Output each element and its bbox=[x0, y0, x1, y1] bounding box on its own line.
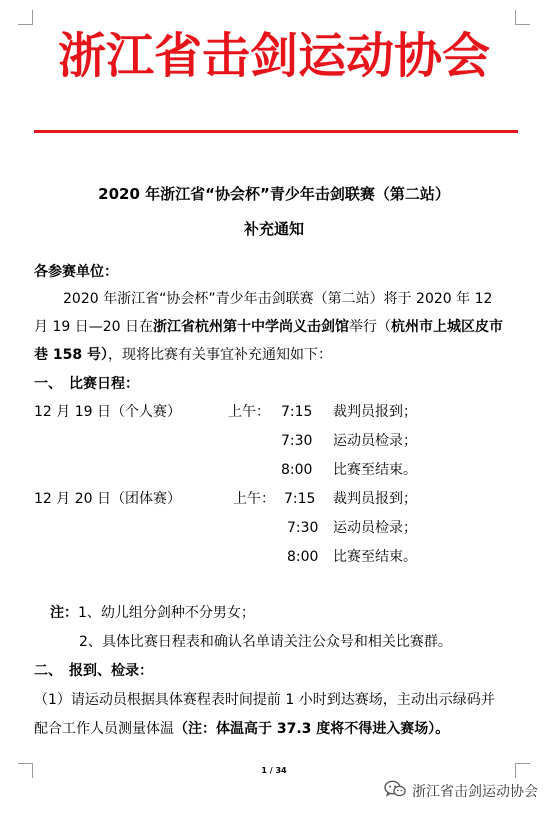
page-number: 1 / 34 bbox=[261, 766, 287, 775]
intro-tail: ，现将比赛有关事宜补充通知如下： bbox=[107, 347, 332, 363]
crop-mark-top-right bbox=[515, 10, 530, 25]
day2-time-2: 7:30 bbox=[287, 520, 319, 536]
intro-venue: 浙江省杭州第十中学尚义击剑馆 bbox=[152, 319, 349, 335]
day1-date: 12 月 19 日（个人赛） bbox=[34, 404, 181, 420]
day1-ampm: 上午： bbox=[228, 404, 270, 420]
day1-time-2: 7:30 bbox=[281, 433, 313, 449]
masthead-title: 浙江省击剑运动协会 bbox=[57, 28, 490, 84]
note-label: 注： bbox=[50, 605, 78, 621]
section-checkin-heading: 二、 报到、检录： bbox=[34, 663, 153, 679]
day1-event-3: 比赛至结束。 bbox=[333, 462, 417, 478]
intro-date: 月 19 日—20 日在 bbox=[34, 319, 153, 335]
checkin-line-1: （1）请运动员根据具体赛程表时间提前 1 小时到达赛场，主动出示绿码并 bbox=[34, 692, 495, 708]
document-title: 2020 年浙江省“协会杯”青少年击剑联赛（第二站） bbox=[98, 185, 450, 203]
day2-date: 12 月 20 日（团体赛） bbox=[34, 491, 181, 507]
day2-time-3: 8:00 bbox=[287, 549, 319, 565]
checkin-line-2 bbox=[34, 719, 449, 739]
intro-address-2: 巷 158 号） bbox=[34, 347, 108, 363]
day1-event-1: 裁判员报到； bbox=[333, 404, 417, 420]
watermark-text: 浙江省击剑运动协会 bbox=[412, 784, 538, 800]
intro-line-1: 2020 年浙江省“协会杯”青少年击剑联赛（第二站）将于 2020 年 12 bbox=[63, 291, 493, 307]
document-subtitle: 补充通知 bbox=[243, 220, 304, 238]
day1-time-3: 8:00 bbox=[281, 462, 313, 478]
day2-event-1: 裁判员报到； bbox=[333, 491, 417, 507]
intro-line-2 bbox=[34, 317, 503, 337]
day2-event-3: 比赛至结束。 bbox=[333, 549, 417, 565]
day2-event-2: 运动员检录； bbox=[333, 520, 417, 536]
intro-address-1: 杭州市上城区皮市 bbox=[390, 319, 503, 335]
crop-mark-top-left bbox=[18, 10, 33, 25]
wechat-icon bbox=[384, 780, 406, 804]
checkin-line-2-text: 配合工作人员测量体温 bbox=[34, 721, 174, 737]
greeting: 各参赛单位： bbox=[34, 264, 118, 280]
wechat-watermark bbox=[384, 780, 538, 804]
note-2: 2、具体比赛日程表和确认名单请关注公众号和相关比赛群。 bbox=[79, 634, 452, 650]
day2-ampm: 上午： bbox=[233, 491, 275, 507]
note-1 bbox=[50, 603, 255, 623]
intro-held: 举行（ bbox=[348, 319, 391, 335]
checkin-temperature-note: （注：体温高于 37.3 度将不得进入赛场）。 bbox=[174, 721, 450, 737]
masthead-red-rule bbox=[34, 130, 518, 133]
intro-line-3 bbox=[34, 345, 332, 365]
day1-time-1: 7:15 bbox=[281, 404, 313, 420]
note-1-text: 1、幼儿组分剑种不分男女； bbox=[78, 605, 255, 621]
day2-time-1: 7:15 bbox=[284, 491, 316, 507]
section-schedule-heading: 一、 比赛日程： bbox=[34, 376, 139, 392]
day1-event-2: 运动员检录； bbox=[333, 433, 417, 449]
